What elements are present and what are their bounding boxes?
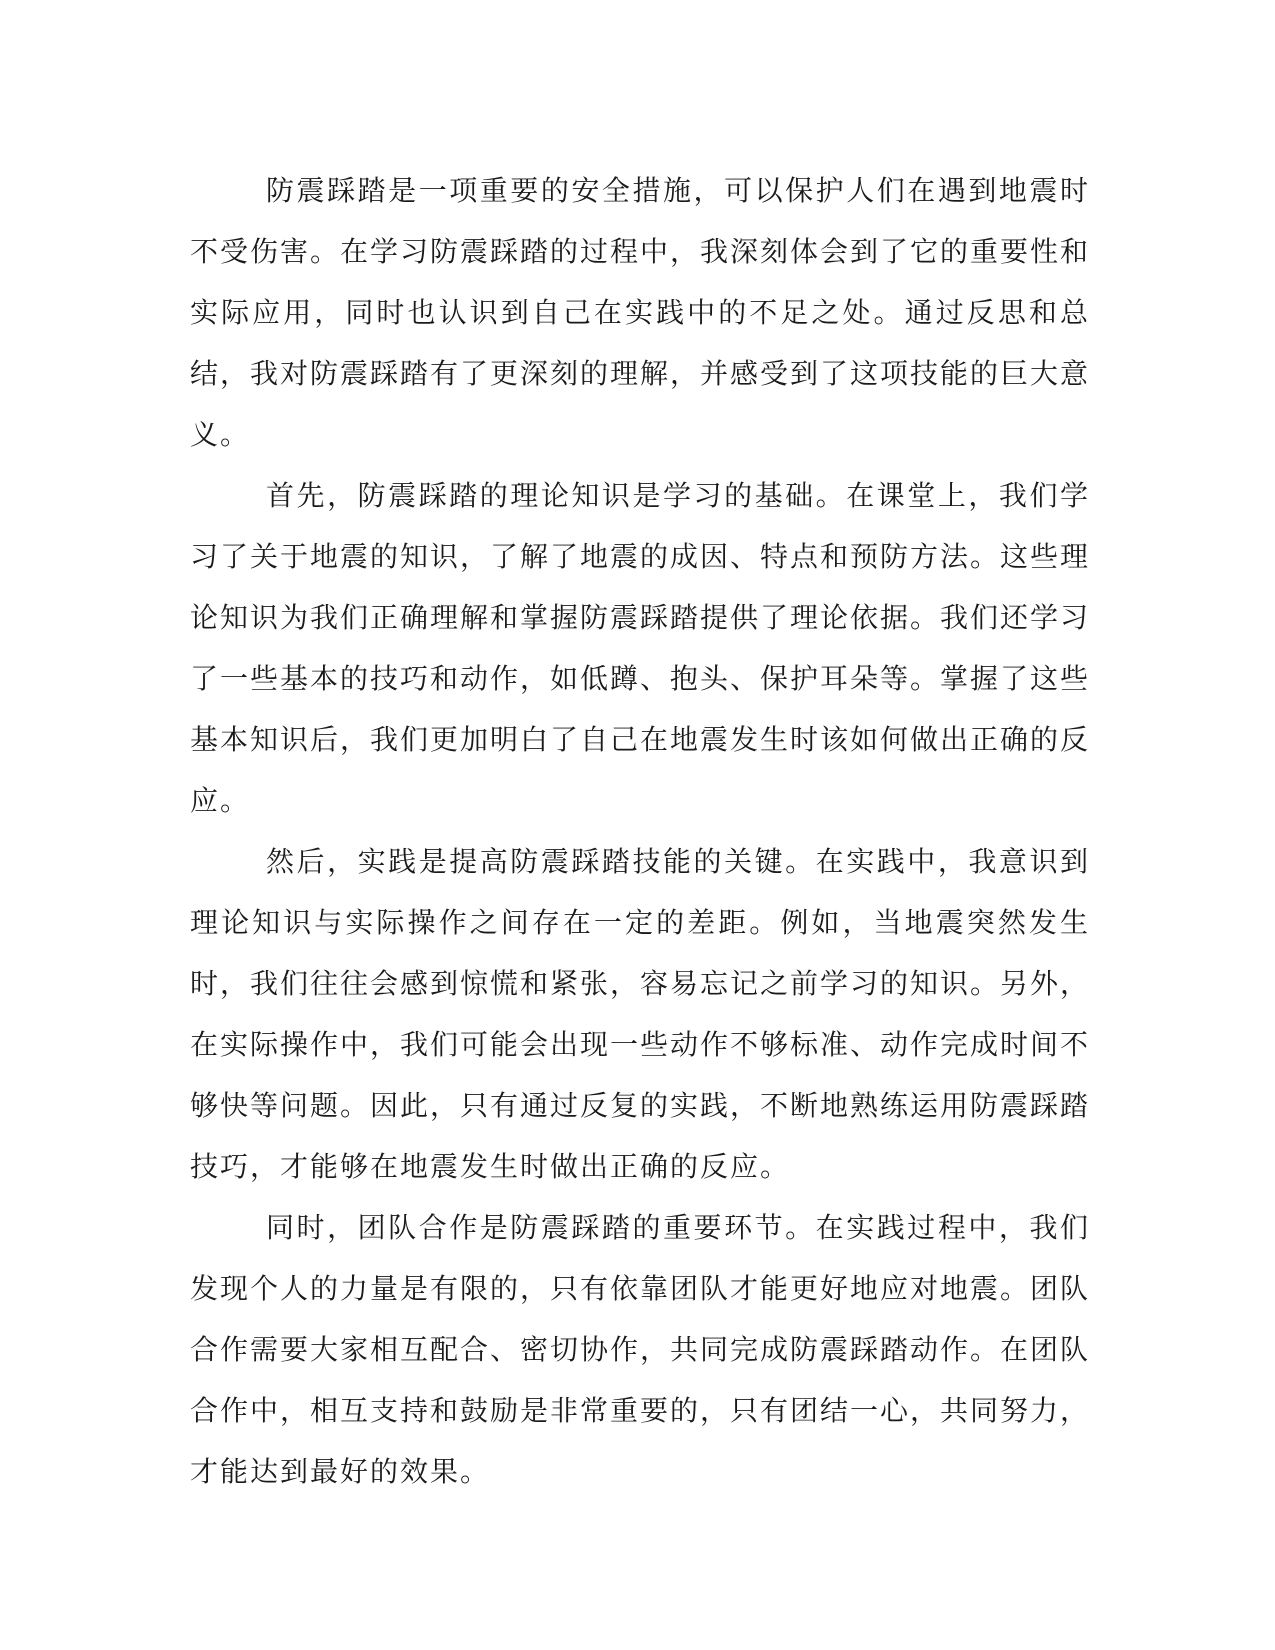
paragraph-3: 然后，实践是提高防震踩踏技能的关键。在实践中，我意识到理论知识与实际操作之间存在一定的差距。例如，当地震突然发生时，我们往往会感到惊慌和紧张，容易忘记之前学习的知识。另外，在实际操作中，我们可能会出现一些动作不够标准、动作完成时间不够快等问题。因此，只有通过反复的实践，不断地熟练运用防震踩踏技巧，才能够在地震发生时做出正确的反应。 xyxy=(190,845,1091,1183)
document-body xyxy=(190,160,1090,1502)
paragraph-1: 防震踩踏是一项重要的安全措施，可以保护人们在遇到地震时不受伤害。在学习防震踩踏的过程中，我深刻体会到了它的重要性和实际应用，同时也认识到自己在实践中的不足之处。通过反思和总结，我对防震踩踏有了更深刻的理解，并感受到了这项技能的巨大意义。 xyxy=(190,174,1091,451)
paragraph-4: 同时，团队合作是防震踩踏的重要环节。在实践过程中，我们发现个人的力量是有限的，只有依靠团队才能更好地应对地震。团队合作需要大家相互配合、密切协作，共同完成防震踩踏动作。在团队合作中，相互支持和鼓励是非常重要的，只有团结一心，共同努力，才能达到最好的效果。 xyxy=(190,1211,1091,1488)
paragraph-2: 首先，防震踩踏的理论知识是学习的基础。在课堂上，我们学习了关于地震的知识，了解了地震的成因、特点和预防方法。这些理论知识为我们正确理解和掌握防震踩踏提供了理论依据。我们还学习了一些基本的技巧和动作，如低蹲、抱头、保护耳朵等。掌握了这些基本知识后，我们更加明白了自己在地震发生时该如何做出正确的反应。 xyxy=(190,479,1091,817)
